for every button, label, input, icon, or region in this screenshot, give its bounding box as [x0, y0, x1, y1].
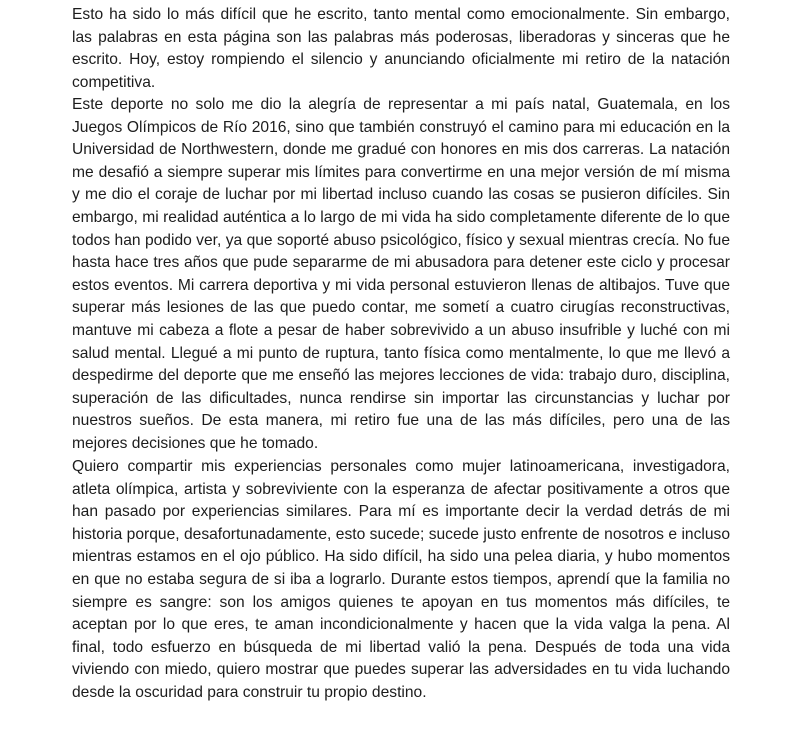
paragraph-personal-experiences: Quiero compartir mis experiencias personales como mujer latinoamericana, investigadora, atleta olímpica, artista y sobreviviente con la esperanza de afectar positivamente a otros que han pasado por experiencias similares. Para mí es importante decir la verdad detrás de mi historia porque, desafortunadamente, esto sucede; sucede justo enfrente de nosotros e incluso mientras estamos en el ojo público. Ha sido difícil, ha sido una pelea diaria, y hubo momentos en que no estaba segura de si iba a lograrlo. Durante estos tiempos, aprendí que la familia no siempre es sangre: son los amigos quienes te apoyan en tus momentos más difíciles, te aceptan por lo que eres, te aman incondicionalmente y hacen que la vida valga la pena. Al final, todo esfuerzo en búsqueda de mi libertad valió la pena. Después de toda una vida viviendo con miedo, quiero mostrar que puedes superar las adversidades en tu vida luchando desde la oscuridad para construir tu propio destino. — [72, 458, 730, 701]
paragraph-retirement-announcement: Esto ha sido lo más difícil que he escrito, tanto mental como emocionalmente. Sin embargo, las palabras en esta página son las palabras más poderosas, liberadoras y sinceras que he escrito. Hoy, estoy rompiendo el silencio y anunciando oficialmente mi retiro de la natación competitiva. — [72, 6, 730, 91]
paragraph-swimming-career: Este deporte no solo me dio la alegría de representar a mi país natal, Guatemala, en los Juegos Olímpicos de Río 2016, sino que también construyó el camino para mi educación en la Universidad de Northwestern, donde me gradué con honores en mis dos carreras. La natación me desafió a siempre superar mis límites para convertirme en una mejor versión de mí misma y me dio el coraje de luchar por mi libertad incluso cuando las cosas se pusieron difíciles. Sin embargo, mi realidad auténtica a lo largo de mi vida ha sido completamente diferente de lo que todos han podido ver, ya que soporté abuso psicológico, físico y sexual mientras crecía. No fue hasta hace tres años que pude separarme de mi abusadora para detener este ciclo y procesar estos eventos. Mi carrera deportiva y mi vida personal estuvieron llenas de altibajos. Tuve que superar más lesiones de las que puedo contar, me sometí a cuatro cirugías reconstructivas, mantuve mi cabeza a flote a pesar de haber sobrevivido a un abuso insufrible y luché con mi salud mental. Llegué a mi punto de ruptura, tanto física como mentalmente, lo que me llevó a despedirme del deporte que me enseñó las mejores lecciones de vida: trabajo duro, disciplina, superación de las dificultades, nunca rendirse sin importar las circunstancias y luchar por nuestros sueños. De esta manera, mi retiro fue una de las más difíciles, pero una de las mejores decisiones que he tomado. — [72, 96, 730, 452]
